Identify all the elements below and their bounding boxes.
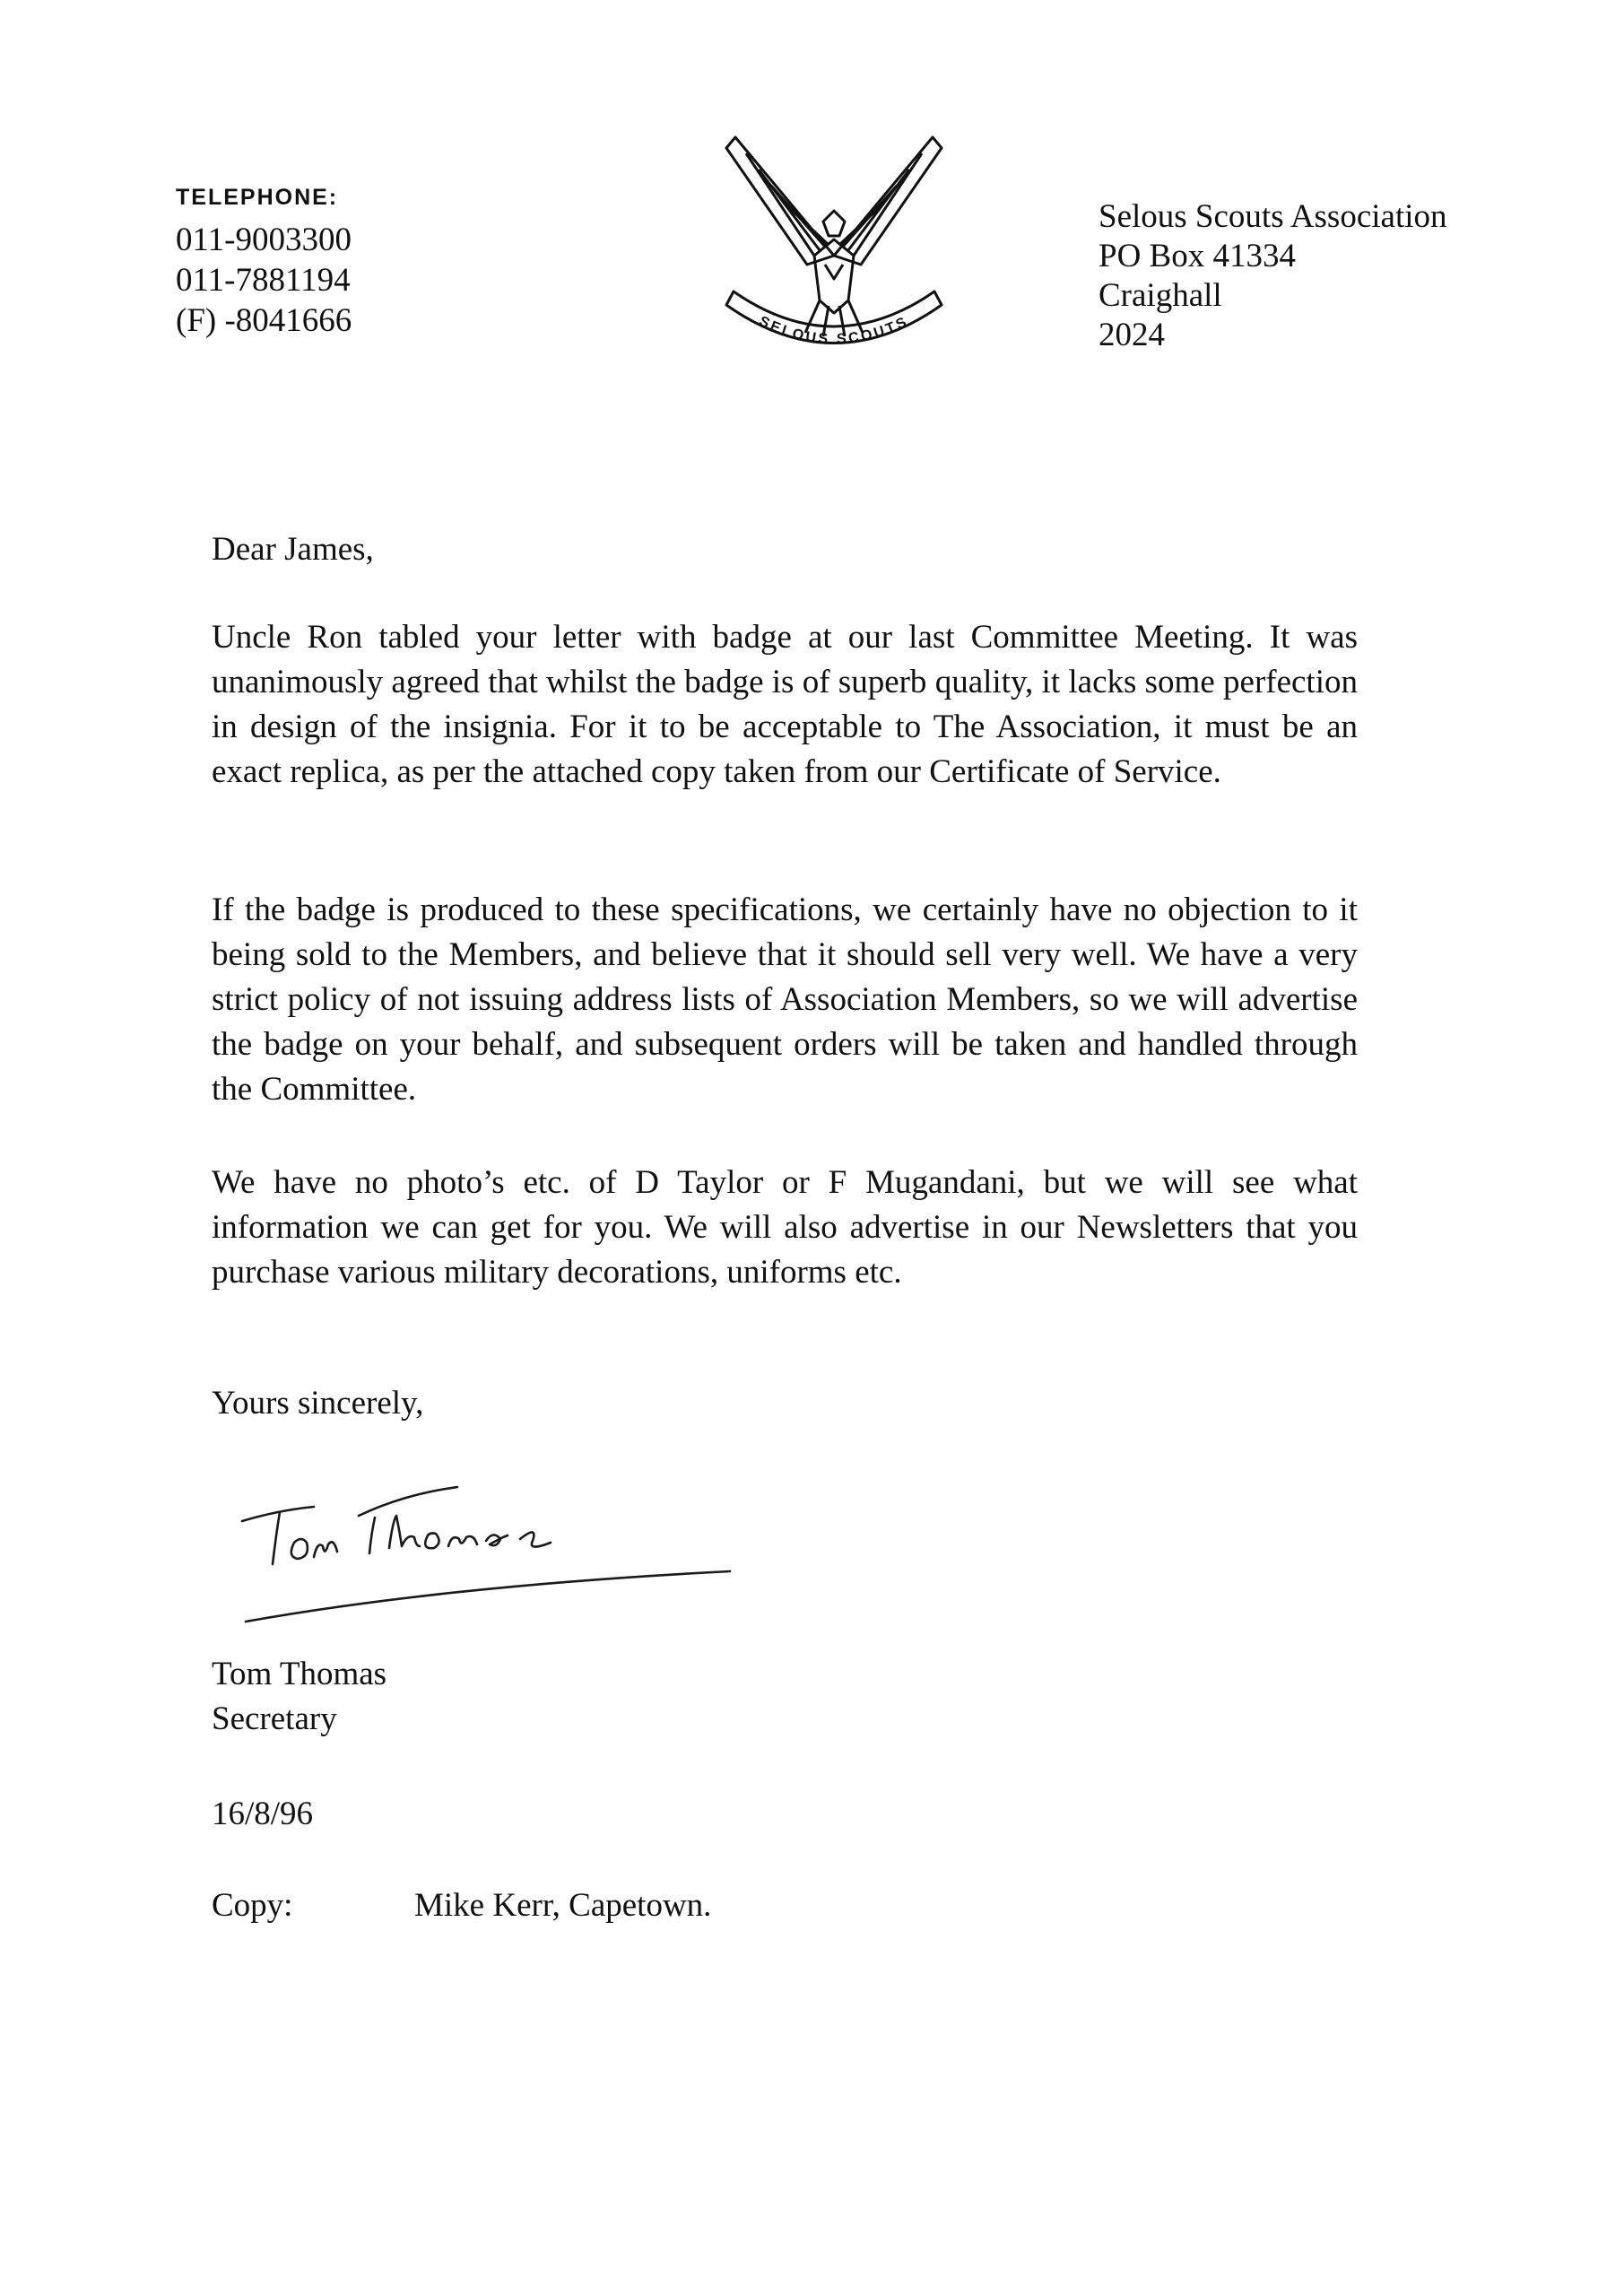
copy-recipient: Mike Kerr, Capetown.	[414, 1887, 712, 1924]
salutation: Dear James,	[212, 531, 374, 568]
body-paragraph-3: We have no photo’s etc. of D Taylor or F Mugandani, but we will see what information we can get for you. We will also advertise in our Newsletters that you purchase various military decorations, uniforms etc.	[212, 1164, 1358, 1291]
closing: Yours sincerely,	[212, 1385, 424, 1422]
handwritten-signature	[224, 1471, 744, 1632]
telephone-label: TELEPHONE:	[176, 185, 339, 210]
copy-label: Copy:	[212, 1887, 293, 1924]
signatory-name: Tom Thomas	[212, 1656, 387, 1692]
po-box: PO Box 41334	[1099, 238, 1296, 274]
telephone-line: 011-9003300	[176, 222, 352, 258]
body-paragraph-2: If the badge is produced to these specifications, we certainly have no objection to it being sold to the Members, and believe that it should sell very well. We have a very strict policy of not issuing address lists of Association Members, so we will advertise the badge on your behalf, and subsequent orders will be taken and handled through the Committee.	[212, 891, 1358, 1108]
svg-text:SELOUS SCOUTS	[757, 314, 911, 347]
selous-scouts-badge-icon	[699, 121, 968, 390]
address-block	[1099, 197, 1447, 355]
city: Craighall	[1099, 277, 1222, 314]
signatory-role: Secretary	[212, 1700, 337, 1737]
badge-ribbon-text: SELOUS SCOUTS	[756, 313, 912, 348]
organisation-name: Selous Scouts Association	[1099, 198, 1447, 235]
telephone-block	[176, 185, 352, 341]
postal-code: 2024	[1099, 317, 1165, 353]
body-paragraph-1: Uncle Ron tabled your letter with badge at our last Committee Meeting. It was unanimously agreed that whilst the badge is of superb quality, it lacks some perfection in design of the insignia. For it to be acceptable to The Association, it must be an exact replica, as per the attached copy taken from our Certificate of Service.	[212, 619, 1358, 790]
letter-date: 16/8/96	[212, 1796, 314, 1832]
telephone-line: 011-7881194	[176, 262, 351, 299]
fax-line: (F) -8041666	[176, 302, 352, 339]
